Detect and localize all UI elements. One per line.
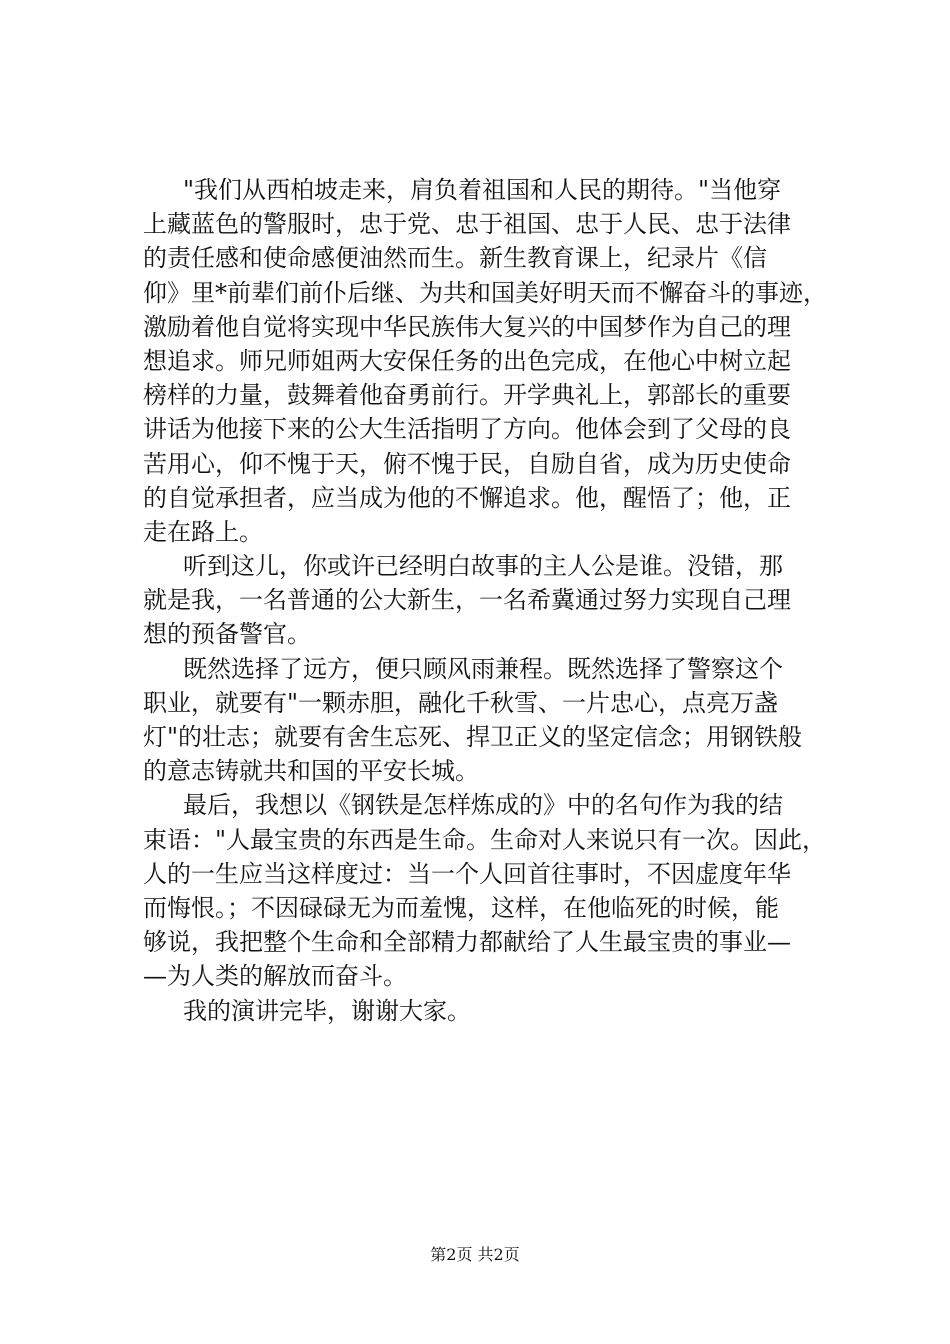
text-line: 够说，我把整个生命和全部精力都献给了人生最宝贵的事业— [143,928,791,957]
text-line: 上藏蓝色的警服时，忠于党、忠于祖国、忠于人民、忠于法律 [143,210,791,239]
text-line: 想的预备警官。 [143,620,311,649]
text-line: 我的演讲完毕，谢谢大家。 [183,996,471,1025]
text-line: 想追求。师兄师姐两大安保任务的出色完成，在他心中树立起 [143,346,791,375]
document-body [143,173,843,1028]
text-line: 仰》里*前辈们前仆后继、为共和国美好明天而不懈奋斗的事迹， [143,278,827,307]
text-line: 束语："人最宝贵的东西是生命。生命对人来说只有一次。因此， [143,825,827,854]
text-line: 最后，我想以《钢铁是怎样炼成的》中的名句作为我的结 [183,791,783,820]
text-line: 既然选择了远方，便只顾风雨兼程。既然选择了警察这个 [183,654,783,683]
text-line: 听到这儿，你或许已经明白故事的主人公是谁。没错，那 [183,552,783,581]
text-line: "我们从西柏坡走来，肩负着祖国和人民的期待。"当他穿 [183,176,782,204]
text-line: 榜样的力量，鼓舞着他奋勇前行。开学典礼上，郭部长的重要 [143,381,791,410]
page-number: 第2页 共2页 [430,1245,520,1264]
text-line: 激励着他自觉将实现中华民族伟大复兴的中国梦作为自己的理 [143,312,791,341]
text-line: 而悔恨。；不因碌碌无为而羞愧，这样，在他临死的时候，能 [143,893,779,922]
text-line: 职业，就要有"一颗赤胆，融化千秋雪、一片忠心，点亮万盏 [143,688,779,717]
text-line: 的意志铸就共和国的平安长城。 [143,757,479,786]
text-line: 苦用心，仰不愧于天，俯不愧于民，自励自省，成为历史使命 [143,449,791,478]
text-line: 的责任感和使命感便油然而生。新生教育课上，纪录片《信 [143,244,767,273]
text-line: 就是我，一名普通的公大新生，一名希冀通过努力实现自己理 [143,586,791,615]
text-line: 的自觉承担者，应当成为他的不懈追求。他，醒悟了；他，正 [143,483,791,512]
text-line: 人的一生应当这样度过：当一个人回首往事时，不因虚度年华 [143,859,791,888]
text-line: 讲话为他接下来的公大生活指明了方向。他体会到了父母的良 [143,415,791,444]
text-line: 灯"的壮志；就要有舍生忘死、捍卫正义的坚定信念；用钢铁般 [143,723,803,751]
text-line: 走在路上。 [143,517,263,546]
text-line: —为人类的解放而奋斗。 [143,962,407,991]
